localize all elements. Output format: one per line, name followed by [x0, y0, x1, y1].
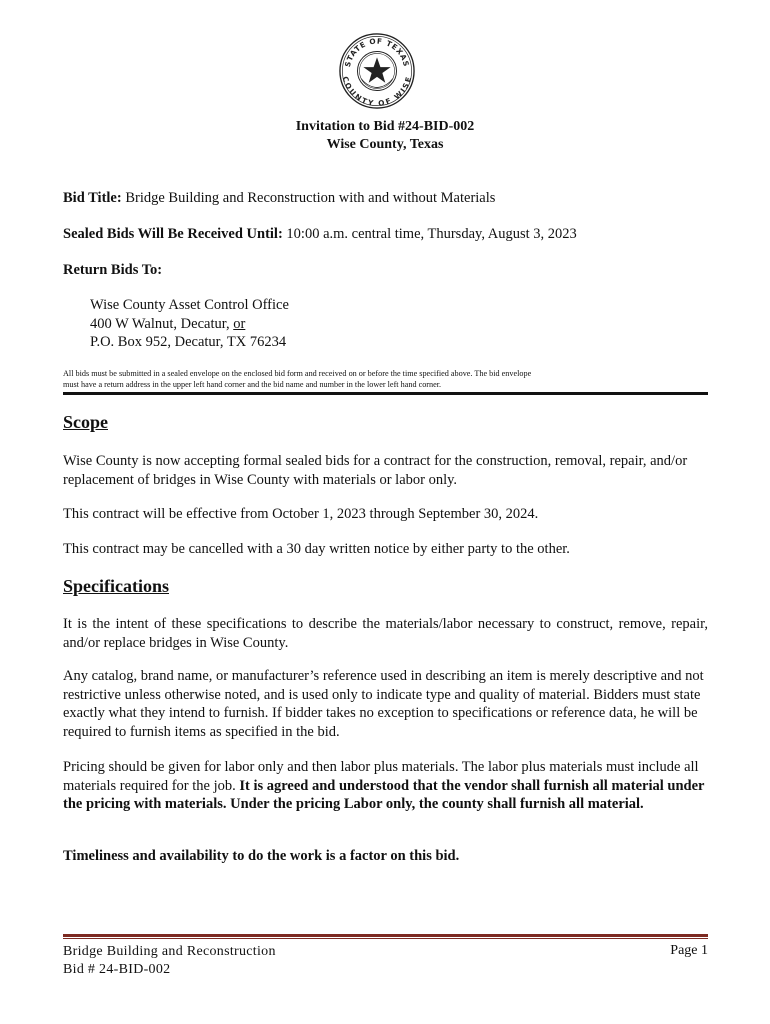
fine-print — [63, 368, 713, 390]
pricing-normal-text: Pricing should be given for labor only and then labor plus materials. The labor plus materials must include all materials required for the job. — [63, 759, 699, 794]
bid-title-row — [63, 190, 495, 207]
bid-title-value: Bridge Building and Reconstruction with and without Materials — [121, 190, 496, 206]
county-seal-icon — [338, 32, 416, 110]
specifications-paragraph-2: Any catalog, brand name, or manufacturer’s reference used in describing an item is merely descriptive and not restrictive unless otherwise noted, and is used only to indicate type and quality of material. Bidders must state exactly what they intend to furnish. If bidder takes no exception to specifications or reference data, he will be required to furnish items as specified in the bid. — [63, 668, 704, 740]
bid-title-label: Bid Title: — [63, 190, 122, 206]
scope-heading: Scope — [63, 412, 108, 432]
footer-bid-number: Bid # 24-BID-002 — [63, 962, 171, 977]
sealed-bids-row — [63, 226, 577, 243]
address-or: or — [233, 315, 246, 332]
specifications-heading: Specifications — [63, 576, 169, 596]
timeliness-note: Timeliness and availability to do the work is a factor on this bid. — [63, 848, 460, 864]
page-number: Page 1 — [670, 943, 708, 958]
return-address — [90, 296, 289, 352]
footer-rule — [63, 934, 708, 937]
address-line-3: P.O. Box 952, Decatur, TX 76234 — [90, 334, 287, 350]
scope-paragraph-2: This contract will be effective from October 1, 2023 through September 30, 2024. — [63, 506, 539, 522]
address-line-2 — [90, 315, 289, 334]
title-line-2: Wise County, Texas — [326, 137, 444, 152]
footer-title: Bridge Building and Reconstruction — [63, 944, 276, 959]
footer-left — [63, 943, 276, 979]
seal-text-bottom: COUNTY OF WISE — [340, 75, 414, 108]
sealed-bids-value: 10:00 a.m. central time, Thursday, August 3, 2023 — [282, 226, 577, 242]
fine-print-line-1: All bids must be submitted in a sealed envelope on the enclosed bid form and received on or before the time specified above. The bid envelope — [63, 369, 532, 378]
sealed-bids-label: Sealed Bids Will Be Received Until: — [63, 226, 283, 242]
document-title — [0, 118, 770, 154]
address-line-2-text: 400 W Walnut, Decatur, — [90, 315, 234, 332]
section-divider — [63, 392, 708, 395]
fine-print-line-2: must have a return address in the upper left hand corner and the bid name and number in the lower left hand corner. — [63, 380, 442, 389]
svg-text:COUNTY OF WISE — [341, 75, 414, 108]
scope-paragraph-1: Wise County is now accepting formal sealed bids for a contract for the construction, removal, repair, and/or replacement of bridges in Wise County with materials or labor only. — [63, 453, 688, 488]
specifications-paragraph-1: It is the intent of these specifications to describe the materials/labor necessary to construct, remove, repair, and/or replace bridges in Wise County. — [63, 616, 708, 651]
pricing-bold-text: It is agreed and understood that the vendor shall furnish all material under the pricing with materials. Under the pricing Labor only, the county shall furnish all material. — [63, 777, 705, 812]
scope-paragraph-3: This contract may be cancelled with a 30 day written notice by either party to the other. — [63, 541, 570, 557]
address-line-1: Wise County Asset Control Office — [90, 297, 289, 313]
footer-rule-thin — [63, 938, 708, 939]
title-line-1: Invitation to Bid #24-BID-002 — [295, 119, 475, 134]
specifications-paragraph-3 — [63, 758, 708, 814]
seal-text-top: STATE OF TEXAS — [342, 36, 412, 68]
return-bids-label: Return Bids To: — [63, 262, 163, 278]
